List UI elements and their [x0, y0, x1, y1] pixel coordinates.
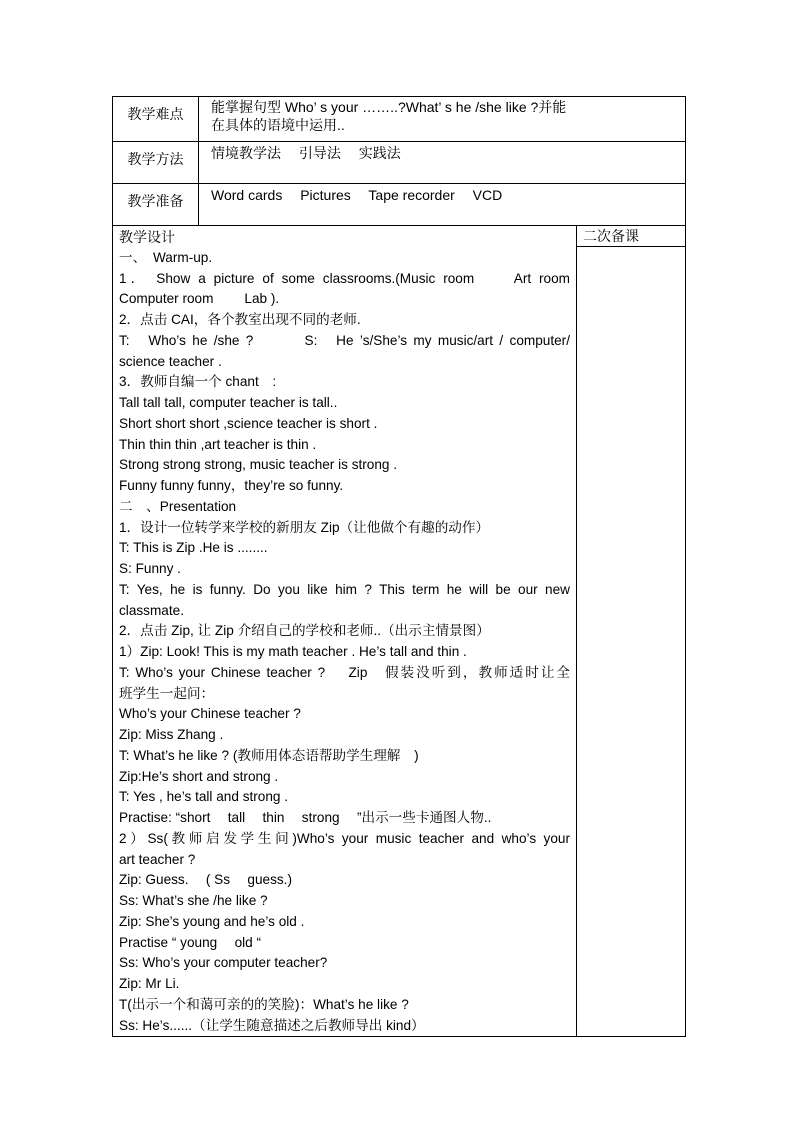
design-line: 二 、Presentation	[119, 498, 237, 514]
design-line: Tall tall tall, computer teacher is tall..	[119, 395, 338, 410]
design-line: Zip:He’s short and strong .	[119, 768, 279, 784]
design-line: art teacher ?	[119, 851, 196, 867]
design-title: 教学设计	[119, 229, 175, 245]
design-line: classmate.	[119, 602, 184, 618]
design-line: 1． Show a picture of some classrooms.(Music room Art room	[119, 270, 570, 286]
design-line: Who’s your Chinese teacher ?	[119, 706, 301, 722]
design-line: T: Who’s your Chinese teacher ? Zip 假装没听到，教师适时让全	[119, 664, 570, 680]
notes-title: 二次备课	[577, 226, 685, 247]
design-line: 3．教师自编一个 chant :	[119, 374, 277, 390]
design-line: T(出示一个和蔼可亲的的笑脸)：What’s he like ?	[119, 996, 409, 1012]
design-line: T: Yes, he is funny. Do you like him ? This term he will be our new	[119, 581, 570, 597]
design-line: Zip: She’s young and he’s old .	[119, 913, 305, 929]
design-line: 2．点击 Zip, 让 Zip 介绍自己的学校和老师..（出示主情景图）	[119, 623, 490, 639]
lesson-plan-table	[112, 96, 686, 1037]
design-line: T: What’s he like ? (教师用体态语帮助学生理解 )	[119, 747, 419, 763]
design-line: Funny funny funny，they’re so funny.	[119, 478, 344, 493]
method-line: 情境教学法 引导法 实践法	[211, 145, 401, 161]
design-line: Short short short ,science teacher is short .	[119, 415, 378, 431]
difficulty-value	[199, 97, 686, 142]
design-line: S: Funny .	[119, 561, 181, 576]
design-lines	[119, 248, 570, 1037]
difficulty-line-1: 能掌握句型 Who’ s your ……..?What’ s he /she like ?并能	[211, 99, 567, 115]
preparation-row	[113, 184, 686, 226]
preparation-value	[199, 184, 686, 226]
design-line: 班学生一起问：	[119, 685, 215, 701]
design-line: Zip: Guess. ( Ss guess.)	[119, 872, 292, 888]
preparation-label: 教学准备	[113, 184, 199, 226]
difficulty-label: 教学难点	[113, 97, 199, 142]
method-label: 教学方法	[113, 142, 199, 184]
design-line: 1）Zip: Look! This is my math teacher . He’s tall and thin .	[119, 644, 467, 659]
method-row	[113, 142, 686, 184]
design-line: Zip: Miss Zhang .	[119, 727, 224, 742]
design-line: science teacher .	[119, 353, 222, 369]
design-line: Zip: Mr Li.	[119, 976, 180, 991]
design-line: Ss: He’s......（让学生随意描述之后教师导出 kind）	[119, 1017, 425, 1033]
design-line: T: Yes , he’s tall and strong .	[119, 789, 289, 805]
difficulty-line-2: 在具体的语境中运用..	[211, 117, 345, 133]
design-line: Computer room Lab ).	[119, 291, 280, 307]
design-line: Ss: What’s she /he like ?	[119, 893, 268, 908]
design-row	[113, 226, 686, 1037]
design-line: Practise: “short tall thin strong ”出示一些卡通图人物..	[119, 810, 492, 825]
design-line: 2）Ss(教师启发学生问)Who’s your music teacher and who’s your	[119, 830, 570, 846]
design-line: 2．点击 CAI，各个教室出现不同的老师.	[119, 312, 361, 327]
method-value	[199, 142, 686, 184]
design-line: Practise “ young old “	[119, 934, 262, 950]
design-line: 一、 Warm-up.	[119, 249, 213, 265]
design-cell	[113, 226, 577, 1037]
design-line: Thin thin thin ,art teacher is thin .	[119, 436, 317, 452]
design-line: 1．设计一位转学来学校的新朋友 Zip（让他做个有趣的动作）	[119, 519, 490, 535]
design-line: Ss: Who’s your computer teacher?	[119, 955, 328, 971]
difficulty-row	[113, 97, 686, 142]
design-line: T: Who’s he /she ? S: He ’s/She’s my music/art / computer/	[119, 332, 570, 348]
preparation-line: Word cards Pictures Tape recorder VCD	[211, 187, 503, 203]
design-line: T: This is Zip .He is ........	[119, 540, 268, 556]
notes-cell	[577, 226, 686, 1037]
design-line: Strong strong strong, music teacher is strong .	[119, 457, 398, 473]
